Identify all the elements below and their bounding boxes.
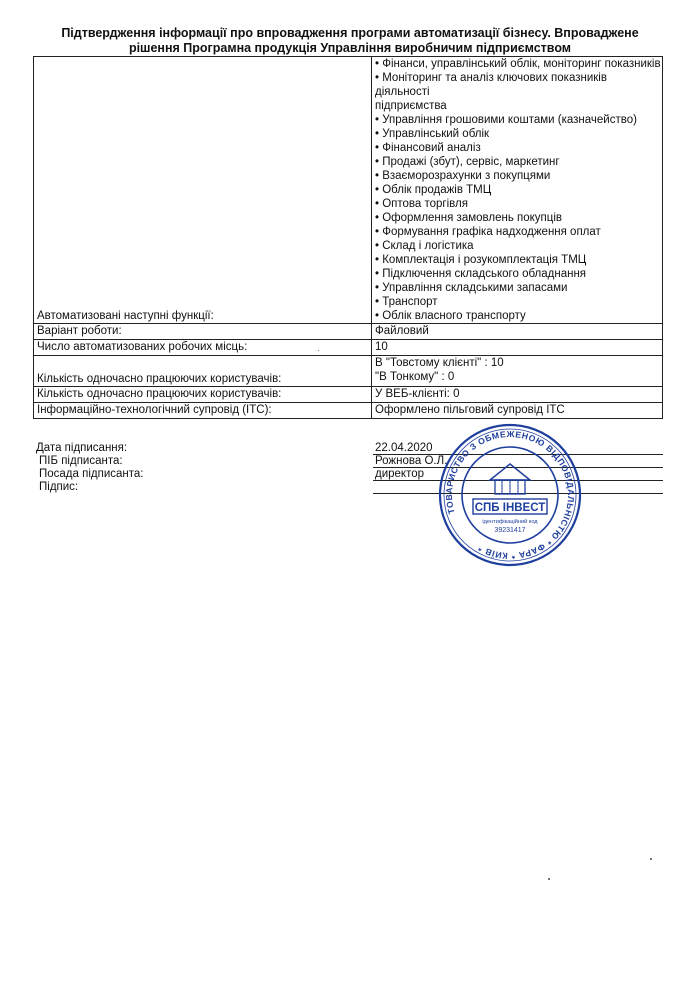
functions-row xyxy=(33,56,663,323)
position-value: директор xyxy=(373,468,663,481)
users-web-row xyxy=(33,386,663,402)
scan-speck xyxy=(318,350,319,351)
mode-label: Варіант роботи: xyxy=(33,324,371,339)
itc-row xyxy=(33,402,663,419)
workplaces-value: 10 xyxy=(371,340,663,355)
users-values-cell xyxy=(371,356,663,386)
name-value: Рожнова О.Л. xyxy=(373,455,663,468)
function-item: • Фінансовий аналіз xyxy=(375,142,481,154)
title-line-2: рішення Програмна продукція Управління виробничим підприємством xyxy=(128,41,572,55)
itc-value: Оформлено пільговий супровід ІТС xyxy=(371,403,663,418)
functions-cell xyxy=(371,57,663,323)
function-item: • Комплектація і розукомплектація ТМЦ xyxy=(375,254,587,266)
mode-row xyxy=(33,323,663,339)
users-row xyxy=(33,355,663,386)
users-label-cell xyxy=(33,356,371,386)
users-label: Кількість одночасно працюючих користувачів: xyxy=(37,373,282,385)
workplaces-row xyxy=(33,339,663,355)
function-item: • Формування графіка надходження оплат xyxy=(375,226,601,238)
functions-label: Автоматизовані наступні функції: xyxy=(37,310,214,322)
function-item: • Підключення складського обладнання xyxy=(375,268,587,280)
date-value: 22.04.2020 xyxy=(373,442,663,455)
function-item: • Фінанси, управлінський облік, моніторинг показників xyxy=(375,58,661,70)
position-label: Посада підписанта: xyxy=(39,468,144,480)
svg-text:ТОВАРИСТВО З ОБМЕЖЕНОЮ ВІДПОВІ xyxy=(435,420,585,570)
scan-speck xyxy=(650,858,652,860)
stamp-company-name: СПБ ІНВЕСТ xyxy=(474,502,546,514)
stamp-code: 39231417 xyxy=(494,527,526,534)
name-label: ПІБ підписанта: xyxy=(39,455,123,467)
function-item: • Облік власного транспорту xyxy=(375,310,526,322)
function-item: • Облік продажів ТМЦ xyxy=(375,184,492,196)
function-item: • Транспорт xyxy=(375,296,438,308)
title-line-1: Підтвердження інформації про впровадження програми автоматизації бізнесу. Впроваджене xyxy=(61,26,639,40)
users-thick-client: В "Товстому клієнті" : 10 xyxy=(375,357,504,369)
company-stamp xyxy=(435,420,585,570)
itc-label: Інформаційно-технологічний супровід (ІТС): xyxy=(33,403,371,418)
sign-label: Підпис: xyxy=(39,481,79,493)
functions-list xyxy=(375,57,662,323)
function-item: підприємства xyxy=(375,100,447,112)
function-item: • Управління складськими запасами xyxy=(375,282,568,294)
function-item: • Управління грошовими коштами (казначейство) xyxy=(375,114,637,126)
workplaces-label: Число автоматизованих робочих місць: xyxy=(33,340,371,355)
scan-speck xyxy=(548,878,550,880)
document-title xyxy=(30,26,670,56)
function-item: • Управлінський облік xyxy=(375,128,490,140)
users-thin-client: "В Тонкому" : 0 xyxy=(375,371,455,383)
function-item: • Продажі (збут), сервіс, маркетинг xyxy=(375,156,560,168)
stamp-ring-text: ТОВАРИСТВО З ОБМЕЖЕНОЮ ВІДПОВІДАЛЬНІСТЮ * ФАРА * КИЇВ * xyxy=(443,428,577,562)
mode-value: Файловий xyxy=(371,324,663,339)
function-item: • Оформлення замовлень покупців xyxy=(375,212,563,224)
date-label: Дата підписання: xyxy=(36,442,128,454)
stamp-code-label: ідентифікаційний код xyxy=(482,519,538,525)
function-item: • Моніторинг та аналіз ключових показників діяльності xyxy=(375,72,607,98)
function-item: • Взаєморозрахунки з покупцями xyxy=(375,170,551,182)
functions-label-cell xyxy=(33,57,371,323)
info-table xyxy=(33,56,663,419)
users-web-label: Кількість одночасно працюючих користувачів: xyxy=(33,387,371,402)
function-item: • Оптова торгівля xyxy=(375,198,468,210)
users-web-value: У ВЕБ-клієнті: 0 xyxy=(371,387,663,402)
stamp-emblem-icon xyxy=(490,464,530,494)
function-item: • Склад і логістика xyxy=(375,240,474,252)
